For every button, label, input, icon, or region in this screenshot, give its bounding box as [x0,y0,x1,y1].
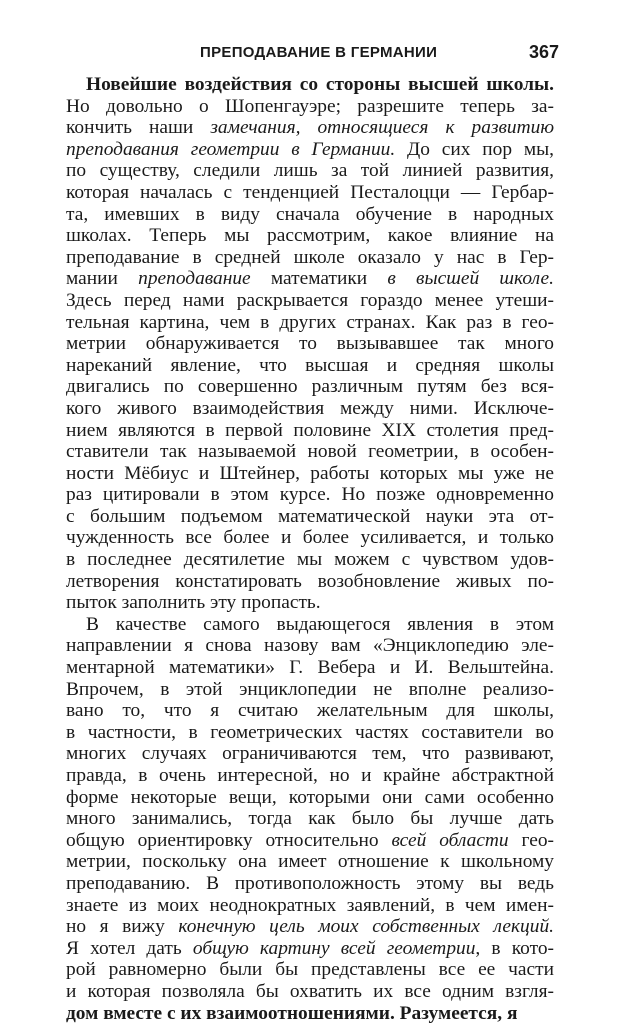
page-number: 367 [529,42,560,62]
italic-span: в высшей школе. [387,268,554,290]
text-span: кончить наши [66,117,211,139]
text-span: Я хотел дать [66,937,193,959]
text-span: многих случаях ограничиваются тем, что развивают, [66,743,554,765]
paragraph [66,74,554,614]
text-span: нием являются в первой половине XIX столетия пред- [66,419,554,441]
text-span: кого живого взаимодействия между ними. Исключе- [66,397,554,419]
text-line [66,290,554,312]
text-line [66,139,554,161]
text-line [66,938,554,960]
text-line [66,74,554,96]
text-span: В качестве самого выдающегося явления в этом [86,613,554,635]
text-line [66,1003,554,1024]
text-span: До сих пор мы, [395,138,554,160]
text-line [66,355,554,377]
italic-span: преподавания геометрии в Германии. [66,138,396,160]
page-header [0,44,622,70]
text-line [66,981,554,1003]
paragraph [66,614,554,1024]
text-span: форме некоторые вещи, которыми они сами особенно [66,786,554,808]
text-span: гео- [508,829,554,851]
text-line [66,182,554,204]
text-span: , в кото- [475,937,554,959]
text-span: Здесь перед нами раскрывается гораздо менее утеши- [66,289,554,311]
text-line [66,743,554,765]
text-line [66,204,554,226]
strong-span: дом вместе с их взаимоотношениями. Разумеется, я [66,1002,518,1024]
italic-span: преподавание [138,268,251,290]
text-span: та, имевших в виду сначала обучение в народных [66,203,554,225]
lead-span: Новейшие воздействия со стороны высшей школы. [86,74,554,95]
text-span: которая началась с тенденцией Песталоцци — Гербар- [66,181,554,203]
text-line [66,225,554,247]
text-line [66,484,554,506]
text-line [66,441,554,463]
text-line [66,722,554,744]
italic-span: всей области [391,829,509,851]
text-span: метрии обнаруживается то вызывавшее так много [66,333,554,355]
text-line [66,765,554,787]
text-line [66,614,554,636]
text-span: но я вижу [66,916,179,938]
text-span: по существу, следили лишь за той линией развития, [66,160,554,182]
running-title: ПРЕПОДАВАНИЕ В ГЕРМАНИИ [200,44,438,61]
text-line [66,592,554,614]
text-line [66,312,554,334]
body-text [66,74,554,1024]
text-span: рой равномерно были бы представлены все ее части [66,959,554,981]
text-line [66,376,554,398]
text-line [66,571,554,593]
text-line [66,506,554,528]
text-line [66,787,554,809]
text-span: раз цитировали в этом курсе. Но позже одновременно [66,484,554,506]
text-span: математики [250,268,388,290]
text-span: ставители так называемой новой геометрии, в особен- [66,441,554,463]
text-line [66,420,554,442]
text-span: направлении я снова назову вам «Энциклопедию эле- [66,635,554,657]
text-span: тельная картина, чем в других странах. Как раз в гео- [66,311,554,333]
text-line [66,463,554,485]
text-line [66,679,554,701]
italic-span: общую картину всей геометрии [192,937,476,959]
text-line [66,830,554,852]
text-span: мании [66,268,139,290]
text-line [66,916,554,938]
text-span: преподаванию. В противоположность этому вы ведь [66,872,554,894]
text-line [66,247,554,269]
text-span: ности Мёбиус и Штейнер, работы которых мы уже не [66,462,554,484]
text-line [66,96,554,118]
text-span: много занимались, тогда как было бы лучше дать [66,808,554,830]
text-span: в последнее десятилетие мы можем с чувством удов- [66,549,554,571]
text-line [66,959,554,981]
italic-span: замечания, относящиеся к развитию [210,117,554,139]
text-line [66,333,554,355]
text-span: с большим подъемом математической науки эта от- [66,505,554,527]
text-line [66,635,554,657]
text-line [66,527,554,549]
text-line [66,117,554,139]
text-span: Но довольно о Шопенгауэре; разрешите теперь за- [66,95,554,117]
italic-span: конечную цель моих собственных лекций. [178,916,554,938]
text-span: летворения констатировать возобновление живых по- [66,570,554,592]
text-line [66,398,554,420]
text-line [66,657,554,679]
text-line [66,268,554,290]
text-span: правда, в очень интересной, но и крайне абстрактной [66,765,554,786]
text-line [66,873,554,895]
text-span: двигались по совершенно различным путям без вся- [66,376,554,398]
text-span: нареканий явление, что высшая и средняя школы [66,354,554,376]
text-span: школах. Теперь мы рассмотрим, какое влияние на [66,225,554,247]
text-span: общую ориентировку относительно [66,829,392,851]
text-span: пыток заполнить эту пропасть. [66,592,321,614]
text-line [66,851,554,873]
text-span: преподавание в средней школе оказало у нас в Гер- [66,246,554,268]
text-span: чужденность все более и более усиливается, и только [66,527,554,549]
text-line [66,160,554,182]
text-line [66,808,554,830]
text-span: Впрочем, в этой энциклопедии не вполне реализо- [66,678,554,700]
text-line [66,549,554,571]
text-line [66,700,554,722]
text-span: вано то, что я считаю желательным для школы, [66,700,554,722]
text-span: знаете из моих неоднократных заявлений, в чем имен- [66,894,554,916]
text-span: и которая позволяла бы охватить их все одним взгля- [66,980,554,1002]
text-span: в частности, в геометрических частях составители во [66,721,554,743]
text-span: ментарной математики» Г. Вебера и И. Вельштейна. [66,657,554,679]
text-line [66,895,554,917]
text-span: метрии, поскольку она имеет отношение к школьному [66,851,554,873]
